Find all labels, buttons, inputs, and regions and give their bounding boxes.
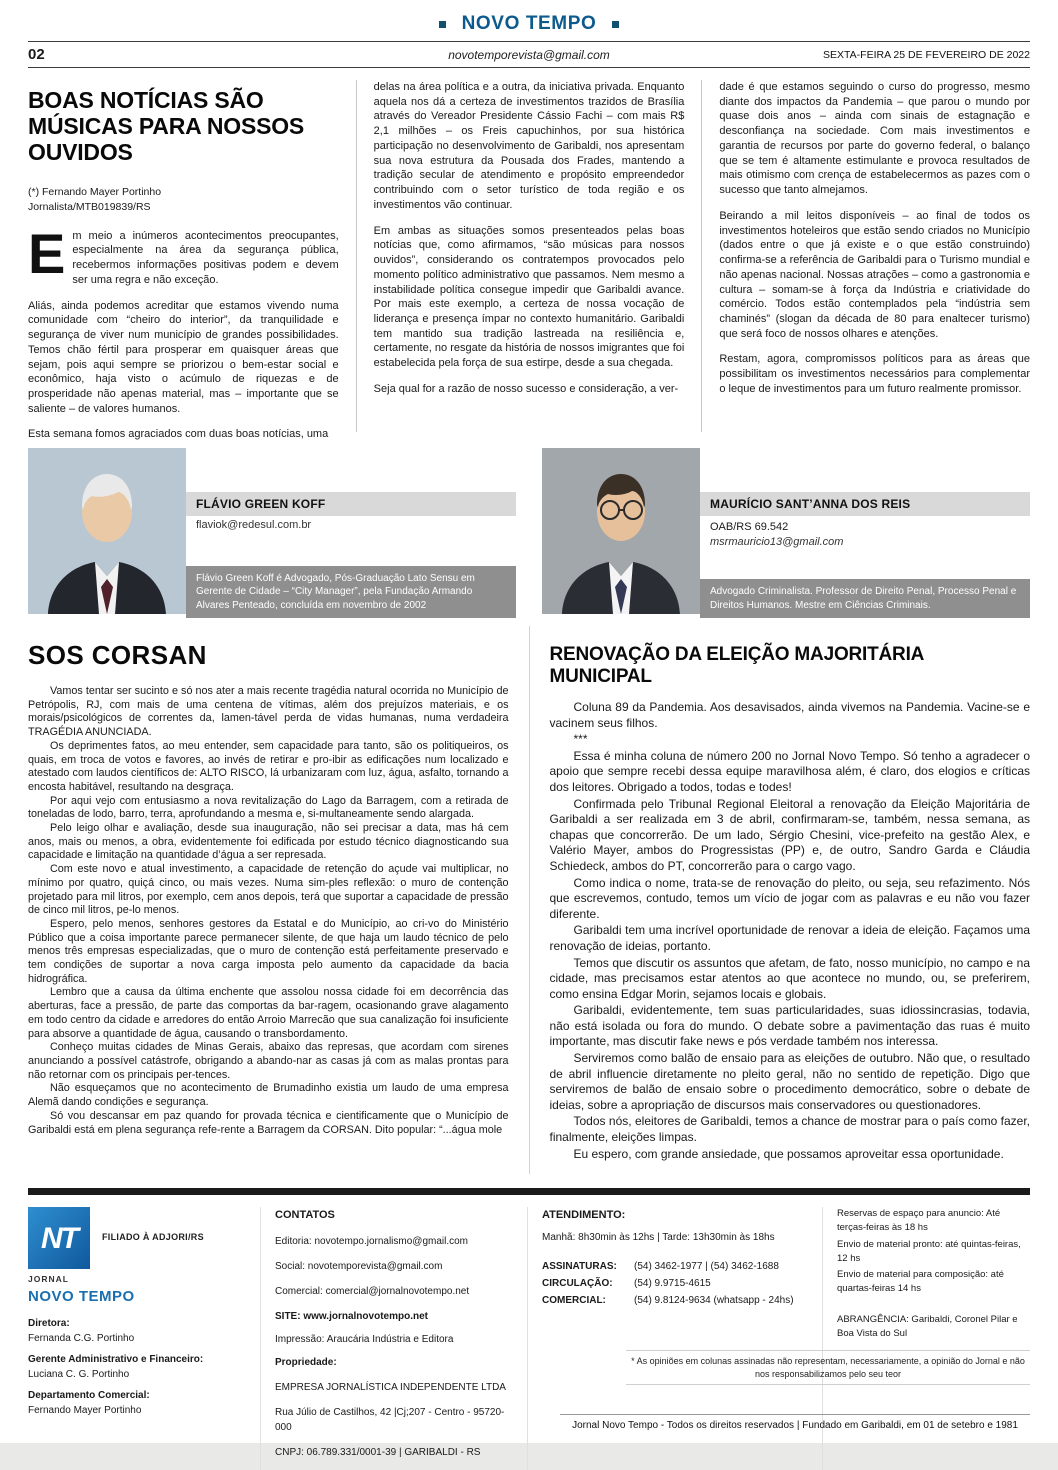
article-title: BOAS NOTÍCIAS SÃO MÚSICAS PARA NOSSOS OUVIDOS	[28, 87, 305, 165]
paragraph: Vamos tentar ser sucinto e só nos ater a mais recente tragédia natural ocorrida no Município de Petrópolis, RJ, com mais de uma centena de vítimas, além dos prejuízos materiais, e os morais/psicológicos de correntes da, lamen-tável perda de vidas humanas, numa verdadeira TRAGÉDIA ANUNCIADA.	[28, 685, 509, 739]
impressao-line: Impressão: Araucária Indústria e Editora	[275, 1333, 454, 1345]
staff-name: Fernanda C.G. Portinho	[28, 1333, 135, 1345]
paragraph: Coluna 89 da Pandemia. Aos desavisados, ainda vivemos na Pandemia. Vacine-se e vacinem seus filhos.	[549, 700, 1030, 730]
paragraph: delas na área política e a outra, da iniciativa privada. Enquanto aquela nos dá a certeza de investimentos trazidos de Brasília através do Vereador Presidente Cássio Fachi – com mais R$ 2,1 milhões – os Freis capuchinhos, por sua histórica participação no desenvolvimento de Garibaldi, nos apresentam sua nova estrutura da Pousada dos Frades, mantendo a tradição secular de atendimento e propósito empreendedor contribuindo com o setor turístico de toda região e os investimentos vão continuar.	[373, 81, 685, 211]
sos-corsan-title: SOS CORSAN	[28, 640, 207, 670]
atendimento-value: (54) 9.9715-4615	[634, 1277, 711, 1289]
page-footer	[0, 1188, 1058, 1458]
lead-text: m meio a inúmeros acontecimentos preocupantes, especialmente na área da segurança pública, recebermos informações positivas podem e devem ser uma regra e não exceção.	[72, 229, 339, 286]
atendimento-label: CIRCULAÇÃO:	[542, 1277, 613, 1289]
atendimento-label: ASSINATURAS:	[542, 1260, 617, 1272]
staff-role: Gerente Administrativo e Financeiro:	[28, 1354, 204, 1366]
paragraph: Esta semana fomos agraciados com duas boas notícias, uma	[28, 428, 329, 441]
masthead-email: novotemporevista@gmail.com	[448, 47, 610, 62]
paragraph: Editoria: novotempo.jornalismo@gmail.com	[275, 1235, 469, 1247]
paragraph: Seja qual for a razão de nosso sucesso e consideração, a ver-	[373, 382, 679, 395]
masthead-bullet-icon	[612, 21, 619, 28]
paragraph: Garibaldi, evidentemente, tem suas particularidades, suas idiossincrasias, todavia, não está isolada ou fora do mundo. O debate sobre a pavimentação das ruas é muito importante, mas discutir fake news e pós verdade também nos interessa.	[549, 1003, 1030, 1049]
paragraph: Todos nós, eleitores de Garibaldi, temos a chance de mostrar para o país como fazer, finalmente, eleições limpas.	[549, 1114, 1030, 1145]
atendimento-label: COMERCIAL:	[542, 1294, 606, 1306]
logo-jornal-label: JORNAL	[28, 1274, 69, 1284]
site-line: SITE: www.jornalnovotempo.net	[275, 1310, 428, 1322]
author-email: msrmauricio13@gmail.com	[710, 536, 844, 548]
sos-corsan-body	[28, 685, 509, 1137]
propriedade-lines	[275, 1380, 513, 1460]
staff-role: Diretora:	[28, 1318, 70, 1330]
nt-logo-icon: NT	[28, 1207, 90, 1269]
atendimento-row	[542, 1259, 808, 1274]
renovacao-body	[550, 700, 1031, 1162]
author-bio-mauricio	[542, 448, 1030, 618]
author-email: flaviok@redesul.com.br	[196, 519, 312, 531]
paragraph: Essa é minha coluna de número 200 no Jornal Novo Tempo. Só tenho a agradecer o apoio que sempre recebi dessa equipe maravilhosa além, é claro, dos elogios e críticas dos leitores. Obrigado a todos, todas e todes!	[549, 748, 1030, 794]
author-bio-flavio	[28, 448, 516, 618]
atendimento-row	[542, 1293, 808, 1308]
article-sos-corsan	[28, 626, 509, 1174]
atendimento-heading: ATENDIMENTO:	[542, 1209, 626, 1221]
byline-author: (*) Fernando Mayer Portinho	[28, 186, 162, 199]
paragraph: Envio de material pronto: até quintas-feiras, 12 hs	[837, 1238, 1021, 1264]
paragraph: Comercial: comercial@jornalnovotempo.net	[275, 1285, 470, 1297]
logo-name-label: NOVO TEMPO	[28, 1287, 135, 1305]
affiliation-label: FILIADO À ADJORI/RS	[102, 1232, 204, 1243]
article-column-2	[356, 80, 685, 432]
paragraph: Temos que discutir os assuntos que afetam, de fato, nosso município, no campo e na cidade, mas precisamos estar atentos ao que acontece no mundo, ou, se preferirem, como ensina Edgar Morin, sejamos locais e globais.	[549, 955, 1030, 1001]
lead-paragraph	[28, 221, 339, 288]
paragraph: Conheço muitas cidades de Minas Gerais, abaixo das represas, que acordam com sirenes anunciando a possível catástrofe, obrigando a abando-nar as casas já com as malas prontas para não retornar com os principais per-tences.	[28, 1041, 509, 1081]
atendimento-value: (54) 9.8124-9634 (whatsapp - 24hs)	[634, 1294, 794, 1306]
renovacao-title: RENOVAÇÃO DA ELEIÇÃO MAJORITÁRIA MUNICIPAL	[549, 644, 924, 687]
footer-divider-bar	[28, 1188, 1030, 1195]
author-bio-section	[28, 448, 1030, 618]
paragraph: Lembro que a causa da última enchente que assolou nossa cidade foi em decorrência das aberturas, face a pressão, de parte das comportas da bar-ragem, ocasionando grave alagamento em todo centro da cidade e arredores do então Arroio Marrecão que sua canalização foi insuficiente para absorve a quantidade de água, causando o transbordamento.	[28, 986, 509, 1040]
author-bio-text: Flávio Green Koff é Advogado, Pós-Graduação Lato Sensu em Gerente de Cidade – “City Manager”, pela Fundação Armando Alvares Penteado, concluída em novembro de 2002	[186, 566, 516, 619]
article-renovacao-eleicao	[529, 626, 1031, 1174]
atendimento-row	[542, 1276, 808, 1291]
author-bio-text: Advogado Criminalista. Professor de Direito Penal, Processo Penal e Direitos Humanos. Mestre em Ciências Criminais.	[700, 579, 1030, 618]
logo-row	[28, 1207, 246, 1269]
staff-name: Luciana C. G. Portinho	[28, 1369, 130, 1381]
article-column-1	[28, 80, 339, 441]
staff-name: Fernando Mayer Portinho	[28, 1405, 142, 1417]
article-column-3	[701, 80, 1030, 432]
atendimento-value: (54) 3462-1977 | (54) 3462-1688	[634, 1260, 779, 1272]
paragraph: Social: novotemporevista@gmail.com	[275, 1260, 443, 1272]
paragraph: Com este novo e atual investimento, a capacidade de retenção do açude vai multiplicar, no mínimo por quatro, quiçá cinco, ou mais vezes. Numa sim-ples reflexão: o muro de contenção projetado para mil litros, por exemplo, cem anos depois, terá que suportar a capacidade de pressão de cinco mil litros, pe-lo menos.	[28, 863, 509, 917]
contatos-lines	[275, 1234, 513, 1299]
author-name: FLÁVIO GREEN KOFF	[186, 492, 516, 516]
header-band	[28, 42, 1030, 65]
paragraph: Envio de material para composição: até quartas-feiras 14 hs	[837, 1269, 1004, 1295]
paragraph: Não esqueçamos que no acontecimento de Brumadinho existia um laudo de uma empresa Alemã dando condições e segurança.	[28, 1082, 509, 1109]
paragraph: Os deprimentes fatos, ao meu entender, sem capacidade para tanto, são os politiqueiros, os quais, em troca de votos e favores, ao invés de retirar e pro-ibir as edificações num localizado e atestado com laudos científicos de: ALTO RISCO, lá urbanizaram com luz, água, asfalto, tornando a encosta habitável, resultando na desgraça.	[28, 739, 509, 793]
header-rule-bottom	[28, 67, 1030, 68]
masthead	[0, 0, 1058, 35]
drop-cap: E	[28, 221, 66, 285]
edition-date: SEXTA-FEIRA 25 DE FEVEREIRO DE 2022	[823, 48, 1030, 61]
paragraph: Reservas de espaço para anuncio: Até terças-feiras às 18 hs	[837, 1208, 1001, 1234]
author-name: MAURÍCIO SANT’ANNA DOS REIS	[700, 492, 1030, 516]
paragraph: Serviremos como balão de ensaio para as eleições de outubro. Não que, o resultado de abril influencie diretamente no pleito geral, não no sentido de repetição. Digo que serviremos de balão de ensaio sobre o procedimento democrático, sobre o debate de ideias, sobre a apropriação de discursos mais conservadores ou questionadores.	[549, 1051, 1030, 1112]
paragraph: EMPRESA JORNALÍSTICA INDEPENDENTE LTDA	[275, 1381, 506, 1393]
abrangencia-line: ABRANGÊNCIA: Garibaldi, Coronel Pilar e Boa Vista do Sul	[837, 1313, 1018, 1339]
paragraph: Pelo leigo olhar e avaliação, desde sua inauguração, não sei precisar a data, mas há cem anos, mais ou menos, a obra, evidentemente foi edificada por estudo técnico diagnosticando sua capacidade e limitação na quantidade d’água a ser represada.	[28, 822, 509, 862]
paragraph: Garibaldi tem uma incrível oportunidade de renovar a ideia de eleição. Façamos uma renovação de ideias, portanto.	[549, 923, 1030, 953]
page-header	[0, 0, 1058, 68]
paragraph: Espero, pelo menos, senhores gestores da Estatal e do Município, ao cri-vo do Ministério Público que a coisa importante parece permanecer silente, de que haja um laudo técnico de pelo menos três empresas especializadas, que o muro de contenção está perfeitamente preservado e tem condições de suportar a nova carga imposta pelo aumento da capacidade da bacia hidrográfica.	[28, 917, 509, 985]
paragraph: Confirmada pelo Tribunal Regional Eleitoral a renovação da Eleição Majoritária de Garibaldi a ser realizada em 3 de abril, confirmaram-se, também, nessa semana, as chapas que concorrerão. De um lado, Sérgio Chesini, vice-prefeito na gestão Alex, e Valério Mayer, ambos do Progressistas (PP) e, de outro, Sandro Garda e Cláudia Schiedeck, ambos do PT, concorrerão para o cargo vago.	[549, 796, 1030, 873]
deadline-lines	[837, 1207, 1030, 1297]
paragraph: dade é que estamos seguindo o curso do progresso, mesmo diante dos impactos da Pandemia – que parou o mundo por quase dois anos – ainda com sinais de estagnação e desconfiança na sociedade. Com mais investimentos e garantia de recursos por parte do governo federal, o balanço que se tem é altamente estimulante e provoca resultados de mais otimismo com crença de estabelecermos as pazes com o sucesso que tanto almejamos.	[719, 81, 1031, 197]
paragraph: Restam, agora, compromissos políticos para as áreas que possibilitam os investimentos necessários para complementar o leque de investimentos para um futuro realmente promissor.	[719, 353, 1031, 395]
paragraph: Aliás, ainda podemos acreditar que estamos vivendo numa comunidade com “cheiro do interior”, da tranquilidade e segurança de viver num município de grandes possibilidades. Temos chão fértil para prosperar em quaisquer áreas que sejam, pois aqui sempre se priorizou o bem-estar social e econômico, haja visto o acúmulo de riquezas e de prosperidade não apenas material, mas – importante que se saliente – de valores humanos.	[28, 299, 339, 415]
staff-role: Departamento Comercial:	[28, 1390, 150, 1402]
contatos-heading: CONTATOS	[275, 1209, 335, 1221]
paragraph: ***	[573, 732, 588, 747]
article-boas-noticias	[28, 80, 1031, 441]
paragraph: Rua Júlio de Castilhos, 42 |Cj;207 - Centro - 95720-000	[275, 1406, 505, 1433]
paragraph: Por aqui vejo com entusiasmo a nova revitalização do Lago da Barragem, com a retirada de toneladas de lodo, barro, terra, aprofundando a mesma e, si-multaneamente sendo alargada.	[28, 794, 509, 821]
paragraph: Em ambas as situações somos presenteados pelas boas notícias que, como afirmamos, “são músicas para nossos ouvidos”, considerando os contratempos provocados pelo momento político administrativo que passamos. Nem mesmo a instabilidade política consegue impedir que Garibaldi avance. Por mais este exemplo, a certeza de nossa vocação de liderança e presença ímpar no contexto humanitário. Garibaldi tem mantido sua tradição lastreada na resiliência e, certamente, no resgate da história de nossos imigrantes que foi estabelecida pela força de sua estirpe, desde a sua chegada.	[373, 224, 685, 370]
byline	[28, 185, 339, 214]
byline-role: Jornalista/MTB019839/RS	[28, 200, 151, 213]
masthead-title: NOVO TEMPO	[461, 13, 597, 34]
paragraph: Eu espero, com grande ansiedade, que possamos aproveitar essa oportunidade.	[573, 1146, 1004, 1161]
flavio-bio-panel	[186, 448, 516, 618]
paragraph: CNPJ: 06.789.331/0001-39 | GARIBALDI - RS	[275, 1446, 481, 1458]
footer-logo-column	[28, 1207, 246, 1470]
lower-articles	[28, 626, 1030, 1174]
mauricio-bio-panel	[700, 448, 1030, 618]
column-1-paragraphs	[28, 299, 339, 443]
page-number: 02	[28, 46, 45, 63]
flavio-portrait-photo	[28, 448, 186, 614]
atendimento-hours: Manhã: 8h30min às 12hs | Tarde: 13h30min às 18hs	[542, 1231, 775, 1243]
masthead-bullet-icon	[439, 21, 446, 28]
propriedade-label: Propriedade:	[275, 1356, 337, 1368]
paragraph: Só vou descansar em paz quando for provada técnica e cientificamente que o Município de Garibaldi está em plena segurança refe-rente a Barragem da CORSAN. Dito popular: “...água mole	[28, 1109, 509, 1136]
paragraph: Beirando a mil leitos disponíveis – ao final de todos os investimentos hoteleiros que estão sendo criados no Município (dados entre o que já existe e o que estão construindo) confirma-se a referência de Garibaldi para o Turismo mundial e não apenas nacional. Nossas atrações – como a gastronomia e cultura – somam-se à força da Indústria e criatividade do comércio. Todos estão contemplados pela “indústria sem chaminés” (slogan da década de 80 para enaltecer turismo) que será foco de nossos olhares e atenções.	[719, 209, 1031, 340]
copyright-line: Jornal Novo Tempo - Todos os direitos reservados | Fundado em Garibaldi, em 01 de setebro e 1981	[560, 1414, 1030, 1431]
author-oab: OAB/RS 69.542	[710, 521, 789, 533]
opinion-disclaimer: * As opiniões em colunas assinadas não representam, necessariamente, a opinião do Jornal e não nos responsabilizamos pelo seu teor	[626, 1350, 1030, 1385]
footer-contatos-column	[260, 1207, 513, 1470]
paragraph: Como indica o nome, trata-se de renovação do pleito, ou seja, seu refazimento. Nós que escrevemos, contudo, temos um vício de jogar com as palavras e eu não vou fazer diferente.	[549, 875, 1030, 921]
mauricio-portrait-photo	[542, 448, 700, 614]
